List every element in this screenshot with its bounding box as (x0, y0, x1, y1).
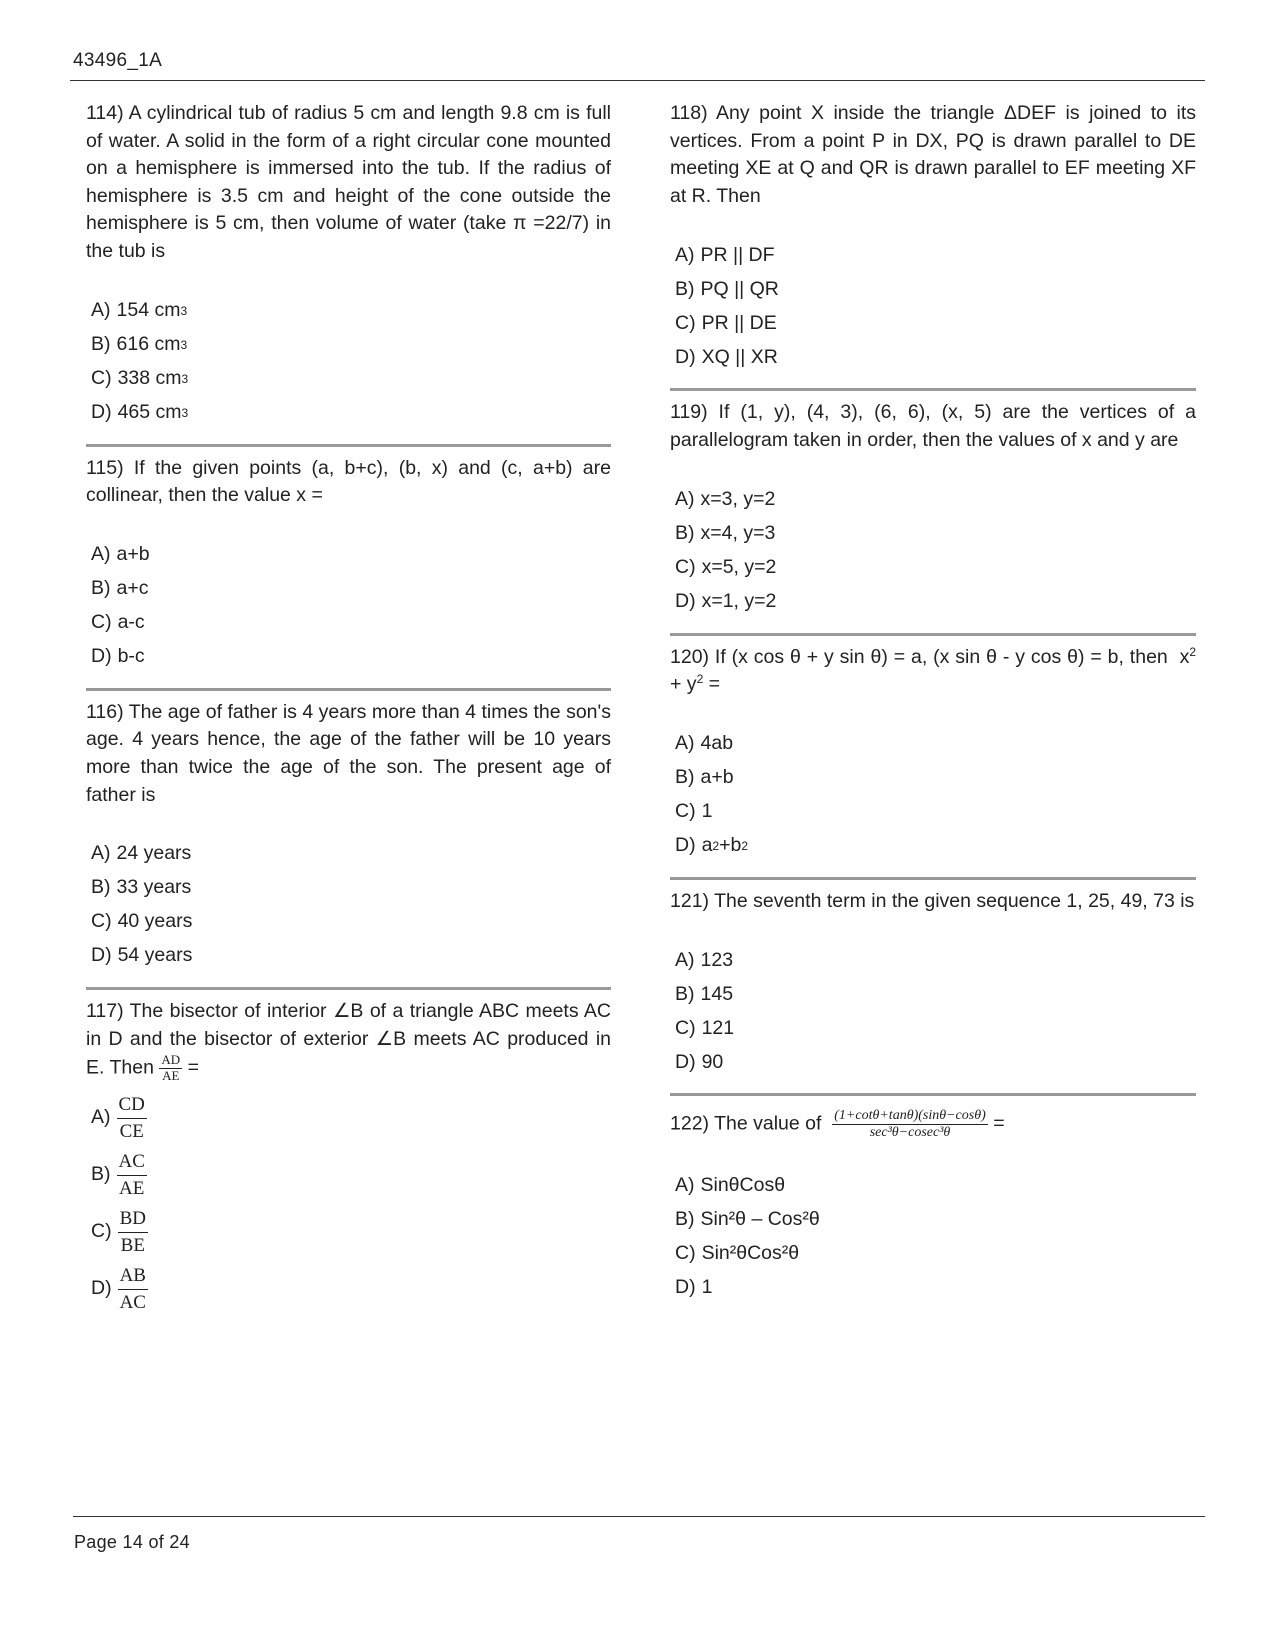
option-a: A) PR || DF (675, 243, 775, 266)
option-b: B) $\frac{AC}{AE}$ (86, 1147, 611, 1204)
option-c: C) 40 years (91, 910, 193, 933)
option-b: B) a+b (675, 765, 734, 788)
question-divider (86, 444, 611, 447)
fraction-expression: $\frac{(1+\cot\theta+\tan\theta)(\sin\theta-\cos\theta)}{\text{sec³θ−cosec³θ}}$ (834, 1108, 986, 1140)
option-c: C) a-c (91, 610, 145, 633)
option-d: D) x=1, y=2 (675, 589, 777, 612)
question-text: 119) If (1, y), (4, 3), (6, 6), (x, 5) are the vertices of a parallelogram taken in order, then the values of x and y are (670, 401, 1196, 451)
option-b: B) 145 (675, 982, 734, 1005)
option-b: B) x=4, y=3 (675, 521, 776, 544)
option-c: C) Sin²θCos²θ (675, 1242, 800, 1265)
options (670, 483, 1196, 619)
option-c: C) 338 cm 3 (91, 366, 189, 389)
option-fraction: $\frac{AB}{AC}$ (119, 1264, 146, 1313)
option-a: A) x=3, y=2 (675, 487, 776, 510)
question-text: 121) The seventh term in the given sequence 1, 25, 49, 73 is (670, 889, 1195, 912)
option-fraction: $\frac{AC}{AE}$ (118, 1150, 145, 1199)
options (86, 538, 611, 674)
question-text: 115) If the given points (a, b+c), (b, x) and (c, a+b) are collinear, then the value x = (86, 456, 611, 507)
question-116 (86, 699, 611, 990)
options (86, 1090, 611, 1318)
question-text: 118) Any point X inside the triangle ΔDEF is joined to its vertices. From a point P in DX, PQ is drawn parallel to DE meeting XE at Q and QR is drawn parallel to EF meeting XF at R. Then (670, 102, 1196, 207)
options (670, 943, 1196, 1079)
question-divider (86, 987, 611, 990)
options (670, 238, 1196, 374)
question-divider (670, 877, 1196, 880)
option-c: C) 1 (675, 799, 713, 822)
question-115 (86, 455, 611, 691)
option-c: C) x=5, y=2 (675, 555, 777, 578)
question-119 (670, 399, 1196, 635)
option-b: B) PQ || QR (675, 277, 779, 300)
question-text: 122) The value of $\frac{(1+\cot\theta+\tan\theta)(\sin\theta-\cos\theta)}{\text{sec³θ−cosec³θ}}$ = (670, 1108, 1005, 1140)
option-fraction: $\frac{BD}{BE}$ (119, 1207, 146, 1256)
option-a: A) 24 years (91, 842, 192, 865)
option-b: B) a+c (91, 576, 149, 599)
option-c: C) $\frac{BD}{BE}$ (86, 1204, 611, 1261)
question-text: 117) The bisector of interior ∠B of a triangle ABC meets AC in D and the bisector of exterior ∠B meets AC produced in E. Then $\frac{AD}{AE}$ = (86, 1000, 611, 1083)
options (86, 837, 611, 973)
question-text: 114) A cylindrical tub of radius 5 cm and length 9.8 cm is full of water. A solid in the form of a right circular cone mounted on a hemisphere is immersed into the tub. If the radius of hemisphere is 3.5 cm and height of the cone outside the hemisphere is 5 cm, then volume of water (take π =22/7) in the tub is (86, 102, 611, 262)
question-114 (86, 100, 611, 447)
option-a: A) 123 (675, 948, 734, 971)
option-b: B) 33 years (91, 876, 192, 899)
option-c: C) PR || DE (675, 311, 777, 334)
option-d: D) 1 (675, 1276, 713, 1299)
question-divider (670, 1093, 1196, 1096)
option-b: B) 616 cm 3 (91, 332, 188, 355)
question-121 (670, 888, 1196, 1097)
option-d: D) 54 years (91, 944, 193, 967)
question-text: 120) If (x cos θ + y sin θ) = a, (x sin θ - y cos θ) = b, then $x^2 + y^2$ = (670, 644, 1196, 696)
option-d: D) $\frac{AB}{AC}$ (86, 1261, 611, 1318)
options (670, 727, 1196, 863)
option-a: A) a+b (91, 542, 150, 565)
question-117 (86, 998, 611, 1317)
question-122 (670, 1108, 1196, 1304)
document-code: 43496_1A (73, 50, 163, 71)
options (670, 1169, 1196, 1305)
page-number: Page 14 of 24 (74, 1532, 190, 1552)
question-divider (670, 633, 1196, 636)
option-d: D) b-c (91, 644, 145, 667)
option-b: B) Sin²θ – Cos²θ (675, 1208, 820, 1231)
header-rule (70, 80, 1205, 81)
option-d: D) XQ || XR (675, 345, 778, 368)
question-text: 116) The age of father is 4 years more than 4 times the son's age. 4 years hence, the age of the father will be 10 years more than twice the age of the son. The present age of father is (86, 700, 611, 806)
question-120 (670, 644, 1196, 880)
footer-rule (73, 1516, 1205, 1517)
right-column (670, 100, 1196, 1305)
option-d: D) a 2 +b 2 (675, 833, 749, 856)
question-118 (670, 100, 1196, 391)
option-fraction: $\frac{CD}{CE}$ (118, 1093, 145, 1142)
option-a: A) SinθCosθ (675, 1174, 786, 1197)
option-d: D) 465 cm 3 (91, 400, 189, 423)
option-a: A) $\frac{CD}{CE}$ (86, 1090, 611, 1147)
expression: $x^2 + y^2$ = (670, 644, 1196, 696)
question-divider (670, 388, 1196, 391)
option-a: A) 154 cm 3 (91, 298, 188, 321)
options (86, 294, 611, 430)
option-d: D) 90 (675, 1050, 724, 1073)
option-c: C) 121 (675, 1016, 735, 1039)
fraction-ad-ae: $\frac{AD}{AE}$ (161, 1052, 181, 1083)
option-a: A) 4ab (675, 731, 734, 754)
question-divider (86, 688, 611, 691)
left-column (86, 100, 611, 1318)
